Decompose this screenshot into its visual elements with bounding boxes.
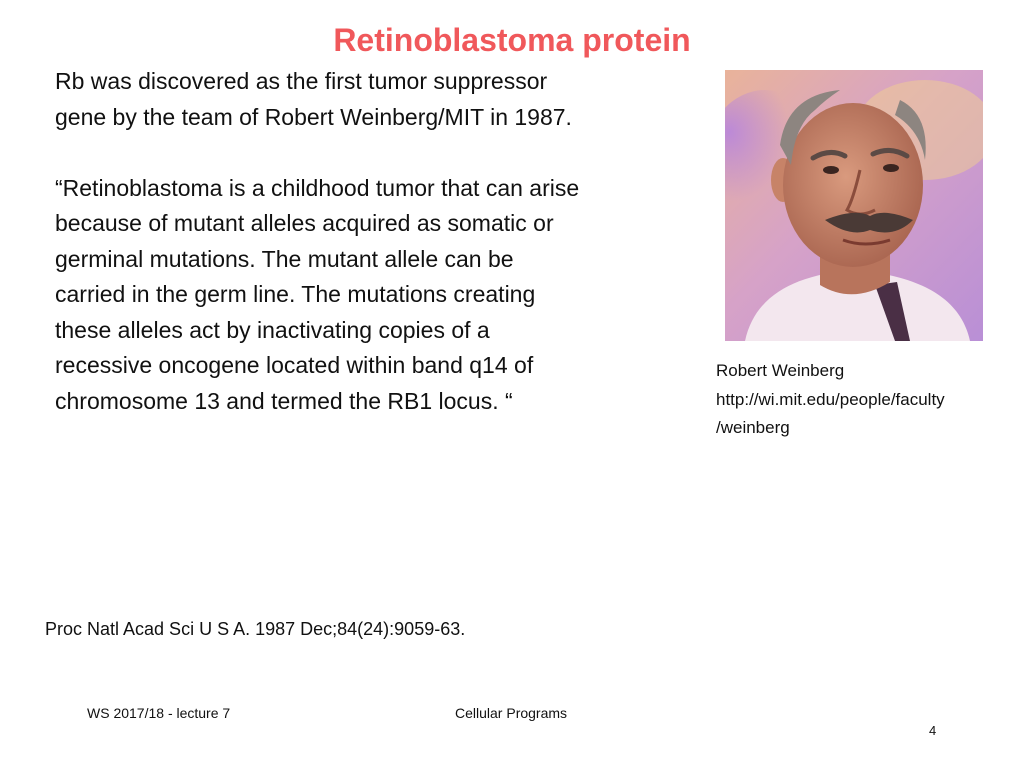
page-number: 4 [929,723,937,738]
caption-name: Robert Weinberg [716,361,845,380]
quote-line-6: recessive oncogene located within band q14 of [55,352,534,378]
caption-url-line-1[interactable]: http://wi.mit.edu/people/faculty [716,389,945,409]
portrait-photo [725,70,983,341]
quote-line-3: germinal mutations. The mutant allele can be [55,245,514,272]
caption-url-line-2[interactable]: /weinberg [716,418,790,437]
paragraph-spacer [55,135,695,171]
quote-line-2: because of mutant alleles acquired as somatic or [55,210,554,236]
quote-line-7: chromosome 13 and termed the RB1 locus. “ [55,387,513,414]
photo-caption [716,357,1016,443]
quote-line-4: carried in the germ line. The mutations creating [55,281,536,307]
quote-line-5: these alleles act by inactivating copies of a [55,316,490,343]
citation-reference: Proc Natl Acad Sci U S A. 1987 Dec;84(24):9059-63. [45,619,466,639]
intro-line-2: gene by the team of Robert Weinberg/MIT in 1987. [55,103,572,130]
quote-line-1: “Retinoblastoma is a childhood tumor that can arise [55,174,580,201]
slide-body [55,64,695,419]
intro-line-1: Rb was discovered as the first tumor suppressor [55,68,548,94]
footer-title: Cellular Programs [455,705,568,721]
slide-title: Retinoblastoma protein [333,22,691,58]
footer-course-label: WS 2017/18 - lecture 7 [87,705,231,721]
